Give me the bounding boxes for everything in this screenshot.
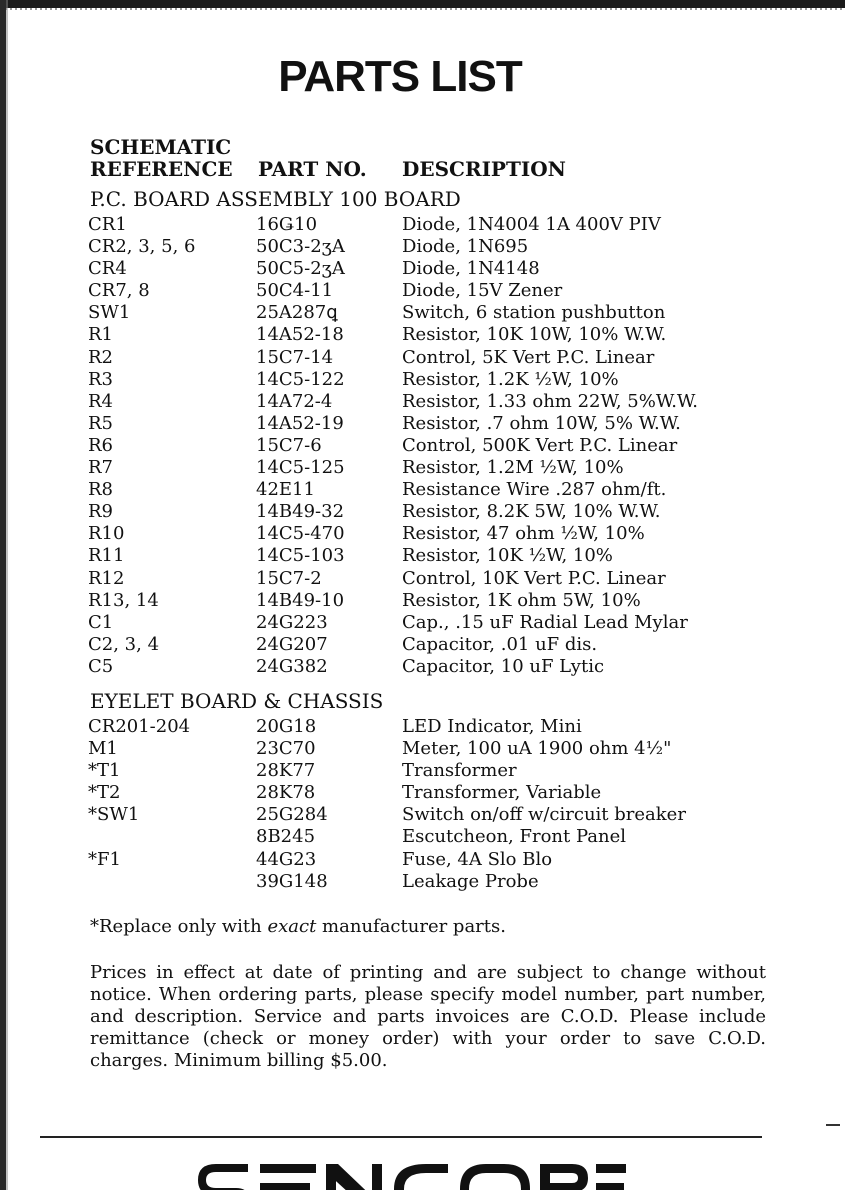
part-number: 28K78 xyxy=(256,782,316,804)
part-number: 15C7-14 xyxy=(256,346,334,368)
page-top-border xyxy=(0,0,845,8)
schematic-reference: CR1 xyxy=(88,214,127,235)
part-description: Control, 500K Vert P.C. Linear xyxy=(402,434,678,456)
column-header-reference-line2: REFERENCE xyxy=(90,157,233,181)
schematic-reference: *F1 xyxy=(88,848,121,870)
schematic-reference: C5 xyxy=(88,655,114,677)
parts-row xyxy=(88,656,772,678)
part-number: 24G207 xyxy=(256,633,328,655)
part-description: Transformer, Variable xyxy=(402,782,602,804)
footer-divider xyxy=(40,1136,762,1138)
parts-row xyxy=(88,804,772,826)
part-number: 14A52-18 xyxy=(256,324,344,346)
parts-table-eyelet-board xyxy=(88,716,772,893)
part-description: Diode, 1N695 xyxy=(402,236,529,258)
parts-row xyxy=(88,634,772,656)
schematic-reference: R10 xyxy=(88,523,125,545)
part-description: Resistor, 1K ohm 5W, 10% xyxy=(402,589,641,611)
part-number: 20G18 xyxy=(256,716,317,737)
schematic-reference: *SW1 xyxy=(88,804,140,826)
sencore-logo xyxy=(186,1158,626,1190)
schematic-reference: R9 xyxy=(88,501,114,523)
page-title: PARTS LIST xyxy=(278,52,522,101)
part-description: Transformer xyxy=(402,760,517,782)
schematic-reference: R8 xyxy=(88,479,114,501)
part-number: 14A52-19 xyxy=(256,412,344,434)
part-number: 15C7-2 xyxy=(256,567,322,589)
part-description: Meter, 100 uA 1900 ohm 4½" xyxy=(402,738,672,760)
part-description: Escutcheon, Front Panel xyxy=(402,826,626,848)
part-description: Capacitor, 10 uF Lytic xyxy=(402,655,605,677)
schematic-reference: R4 xyxy=(88,390,114,412)
part-description: Diode, 15V Zener xyxy=(402,280,563,302)
part-number: 50C4-11 xyxy=(256,280,334,302)
section-title-eyelet-board: EYELET BOARD & CHASSIS xyxy=(90,689,384,713)
schematic-reference: CR4 xyxy=(88,258,127,280)
parts-row xyxy=(88,716,772,738)
part-description: Diode, 1N4004 1A 400V PIV xyxy=(402,214,661,235)
schematic-reference: R2 xyxy=(88,346,114,368)
schematic-reference: R6 xyxy=(88,434,114,456)
part-description: Resistor, 1.2K ½W, 10% xyxy=(402,368,619,390)
parts-row xyxy=(88,568,772,590)
schematic-reference: R11 xyxy=(88,545,125,567)
part-description: Resistor, 47 ohm ½W, 10% xyxy=(402,523,645,545)
part-number: 8B245 xyxy=(256,826,316,848)
part-number: 14C5-470 xyxy=(256,523,345,545)
schematic-reference: C2, 3, 4 xyxy=(88,633,160,655)
parts-row xyxy=(88,214,772,236)
part-number: 44G23 xyxy=(256,848,317,870)
schematic-reference: C1 xyxy=(88,611,114,633)
parts-row xyxy=(88,457,772,479)
parts-row xyxy=(88,391,772,413)
column-header-reference xyxy=(90,136,233,180)
part-number: 14C5-125 xyxy=(256,457,345,479)
margin-mark xyxy=(826,1124,840,1126)
part-description: Resistor, 1.2M ½W, 10% xyxy=(402,457,624,479)
part-number: 14B49-32 xyxy=(256,501,345,523)
schematic-reference: R13, 14 xyxy=(88,589,159,611)
part-number: 14C5-103 xyxy=(256,545,345,567)
parts-row xyxy=(88,369,772,391)
page-top-border-texture xyxy=(0,8,845,10)
replacement-note-start: *Replace only with xyxy=(90,916,268,937)
part-number: 14B49-10 xyxy=(256,589,345,611)
part-number: 25A287ꝗ xyxy=(256,302,338,324)
schematic-reference: *T1 xyxy=(88,760,121,782)
replacement-note xyxy=(90,916,506,937)
part-number: 15C7-6 xyxy=(256,434,322,456)
part-description: Resistor, 8.2K 5W, 10% W.W. xyxy=(402,501,661,523)
part-number: 50C3-2ʒA xyxy=(256,236,345,258)
parts-row xyxy=(88,782,772,804)
parts-row xyxy=(88,738,772,760)
column-header-reference-line1: SCHEMATIC xyxy=(90,135,232,159)
part-description: Switch on/off w/circuit breaker xyxy=(402,804,686,826)
schematic-reference: R7 xyxy=(88,457,114,479)
parts-row xyxy=(88,479,772,501)
part-description: Resistance Wire .287 ohm/ft. xyxy=(402,479,667,501)
schematic-reference: CR7, 8 xyxy=(88,280,150,302)
parts-table-body xyxy=(88,716,772,893)
part-description: LED Indicator, Mini xyxy=(402,716,582,737)
part-number: 25G284 xyxy=(256,804,328,826)
part-number: 14C5-122 xyxy=(256,368,345,390)
part-description: Resistor, 10K 10W, 10% W.W. xyxy=(402,324,667,346)
part-description: Diode, 1N4148 xyxy=(402,258,540,280)
parts-row xyxy=(88,302,772,324)
sencore-logo-graphic xyxy=(186,1158,626,1190)
part-number: 24G382 xyxy=(256,655,328,677)
parts-row xyxy=(88,347,772,369)
parts-row xyxy=(88,760,772,782)
parts-row xyxy=(88,258,772,280)
part-description: Resistor, 1.33 ohm 22W, 5%W.W. xyxy=(402,390,699,412)
parts-row xyxy=(88,523,772,545)
parts-row xyxy=(88,871,772,893)
pricing-policy-paragraph: Prices in effect at date of printing and are subject to change without notice. When ordering parts, please specify model number, part number, and description. Service and parts invoices are C.O.D. Please include remittance (check or money order) with your order to save C.O.D. charges. Minimum billing $5.00. xyxy=(90,962,766,1071)
parts-row xyxy=(88,435,772,457)
schematic-reference: SW1 xyxy=(88,302,131,324)
part-description: Fuse, 4A Slo Blo xyxy=(402,848,553,870)
part-number: 14A72-4 xyxy=(256,390,333,412)
part-number: 39G148 xyxy=(256,870,328,892)
parts-table-pc-board xyxy=(88,214,772,678)
section-title-pc-board: P.C. BOARD ASSEMBLY 100 BOARD xyxy=(90,187,461,211)
part-description: Switch, 6 station pushbutton xyxy=(402,302,666,324)
parts-row xyxy=(88,545,772,567)
page-left-border-shade xyxy=(6,0,8,1190)
column-header-description: DESCRIPTION xyxy=(402,157,566,181)
parts-table-body xyxy=(88,214,772,678)
schematic-reference: M1 xyxy=(88,738,118,760)
parts-row xyxy=(88,590,772,612)
part-description: Capacitor, .01 uF dis. xyxy=(402,633,598,655)
part-description: Control, 5K Vert P.C. Linear xyxy=(402,346,655,368)
schematic-reference: R3 xyxy=(88,368,114,390)
schematic-reference xyxy=(88,826,256,848)
parts-row xyxy=(88,413,772,435)
part-number: 42E11 xyxy=(256,479,315,501)
part-description: Resistor, 10K ½W, 10% xyxy=(402,545,613,567)
part-description: Cap., .15 uF Radial Lead Mylar xyxy=(402,611,688,633)
schematic-reference: *T2 xyxy=(88,782,121,804)
schematic-reference: CR2, 3, 5, 6 xyxy=(88,236,196,258)
part-number: 28K77 xyxy=(256,760,316,782)
replacement-note-end: manufacturer parts. xyxy=(316,916,506,937)
column-header-part-number: PART NO. xyxy=(258,157,367,181)
part-number: 50C5-2ʒA xyxy=(256,258,345,280)
parts-row xyxy=(88,826,772,848)
parts-row xyxy=(88,324,772,346)
schematic-reference xyxy=(88,871,256,893)
part-number: 24G223 xyxy=(256,611,328,633)
schematic-reference: CR201-204 xyxy=(88,716,191,737)
part-number: 16Ǥ10 xyxy=(256,214,318,235)
part-number: 23C70 xyxy=(256,738,316,760)
schematic-reference: R12 xyxy=(88,567,125,589)
parts-row xyxy=(88,849,772,871)
part-description: Resistor, .7 ohm 10W, 5% W.W. xyxy=(402,412,681,434)
parts-row xyxy=(88,236,772,258)
parts-row xyxy=(88,612,772,634)
replacement-note-emphasis: exact xyxy=(267,916,317,937)
schematic-reference: R5 xyxy=(88,412,114,434)
part-description: Leakage Probe xyxy=(402,870,539,892)
parts-row xyxy=(88,501,772,523)
parts-row xyxy=(88,280,772,302)
part-description: Control, 10K Vert P.C. Linear xyxy=(402,567,666,589)
schematic-reference: R1 xyxy=(88,324,114,346)
